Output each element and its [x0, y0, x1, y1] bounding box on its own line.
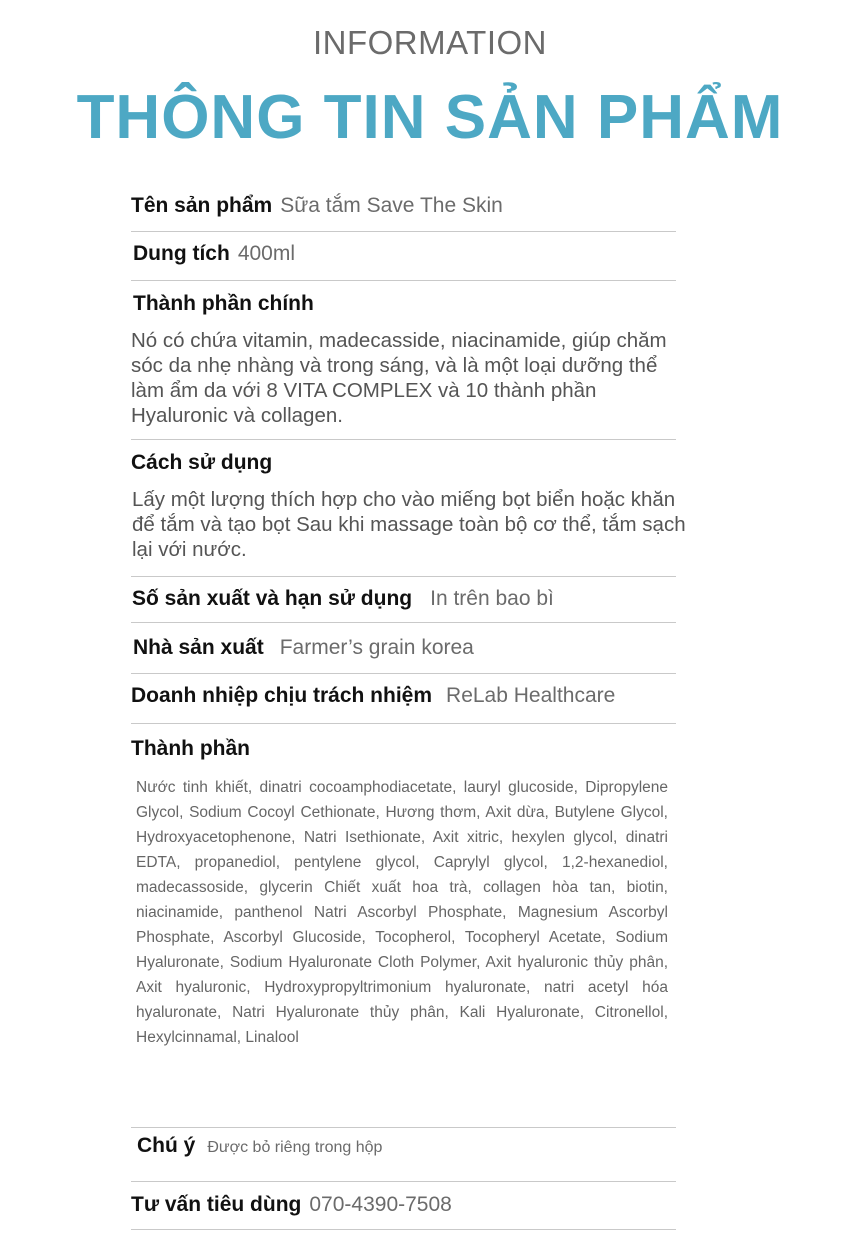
ingredients-label: Thành phần — [131, 737, 250, 760]
row-usage — [131, 451, 676, 475]
ingredients-text: Nước tinh khiết, dinatri cocoamphodiacetate, lauryl glucoside, Dipropylene Glycol, Sodium Cocoyl Cethionate, Hương thơm, Axit dừa, Butylene Glycol, Hydroxyacetophenone, Natri Isethionate, Axit xitric, hexylen glycol, dinatri EDTA, propanediol, pentylene glycol, Caprylyl glycol, 1,2-hexanediol, madecassoside, glycerin Chiết xuất hoa trà, collagen hòa tan, biotin, niacinamide, panthenol Natri Ascorbyl Phosphate, Magnesium Ascorbyl Phosphate, Ascorbyl Glucoside, Tocopherol, Tocopheryl Acetate, Sodium Hyaluronate, Sodium Hyaluronate Cloth Polymer, Axit hyaluronic thủy phân, Axit hyaluronic, Hydroxypropyltrimonium hyaluronate, natri acetyl hóa hyaluronate, Natri Hyaluronate thủy phân, Kali Hyaluronate, Citronellol, Hexylcinnamal, Linalool — [136, 779, 668, 1046]
volume-value: 400ml — [237, 242, 296, 265]
consult-value: 070-4390-7508 — [309, 1193, 452, 1216]
note-value: Được bỏ riêng trong hộp — [207, 1139, 383, 1156]
divider — [131, 1181, 676, 1182]
main-ingredients-text: Nó có chứa vitamin, madecasside, niacinamide, giúp chăm sóc da nhẹ nhàng và trong sáng, và là một loại dưỡng thể làm ẩm da với 8 VITA COMPLEX và 10 thành phần Hyaluronic và collagen. — [131, 329, 667, 427]
row-main-ingredients — [133, 292, 678, 316]
divider — [131, 231, 676, 232]
divider — [131, 280, 676, 281]
main-ingredients-label: Thành phần chính — [133, 292, 314, 315]
row-product-name — [131, 194, 676, 218]
manufacturer-value: Farmer’s grain korea — [279, 636, 474, 659]
row-manufacturer — [133, 636, 678, 660]
row-consult — [131, 1193, 676, 1217]
eyebrow-title: INFORMATION — [312, 24, 548, 61]
manufacturer-label: Nhà sản xuất — [133, 636, 264, 659]
page-title: THÔNG TIN SẢN PHẨM — [76, 83, 784, 152]
usage-text: Lấy một lượng thích hợp cho vào miếng bọt biển hoặc khăn để tắm và tạo bọt Sau khi massage toàn bộ cơ thể, tắm sạch lại với nước. — [132, 488, 686, 561]
divider — [131, 622, 676, 623]
row-responsible — [131, 684, 691, 708]
volume-label: Dung tích — [133, 242, 230, 265]
lot-expiry-label: Số sản xuất và hạn sử dụng — [132, 587, 413, 610]
row-note — [137, 1134, 682, 1158]
row-volume — [133, 242, 678, 266]
lot-expiry-value: In trên bao bì — [430, 587, 554, 610]
responsible-label: Doanh nhiệp chịu trách nhiệm — [131, 684, 433, 707]
divider — [131, 439, 676, 440]
product-name-value: Sữa tắm Save The Skin — [280, 194, 503, 217]
note-label: Chú ý — [137, 1134, 196, 1157]
consult-label: Tư vấn tiêu dùng — [131, 1193, 302, 1216]
divider — [131, 1229, 676, 1230]
divider — [131, 576, 676, 577]
row-ingredients — [131, 737, 676, 761]
product-name-label: Tên sản phẩm — [131, 194, 273, 217]
responsible-value: ReLab Healthcare — [446, 684, 616, 707]
divider — [131, 673, 676, 674]
divider — [131, 723, 676, 724]
row-lot-expiry — [132, 587, 677, 611]
divider — [131, 1127, 676, 1128]
usage-label: Cách sử dụng — [131, 451, 273, 474]
